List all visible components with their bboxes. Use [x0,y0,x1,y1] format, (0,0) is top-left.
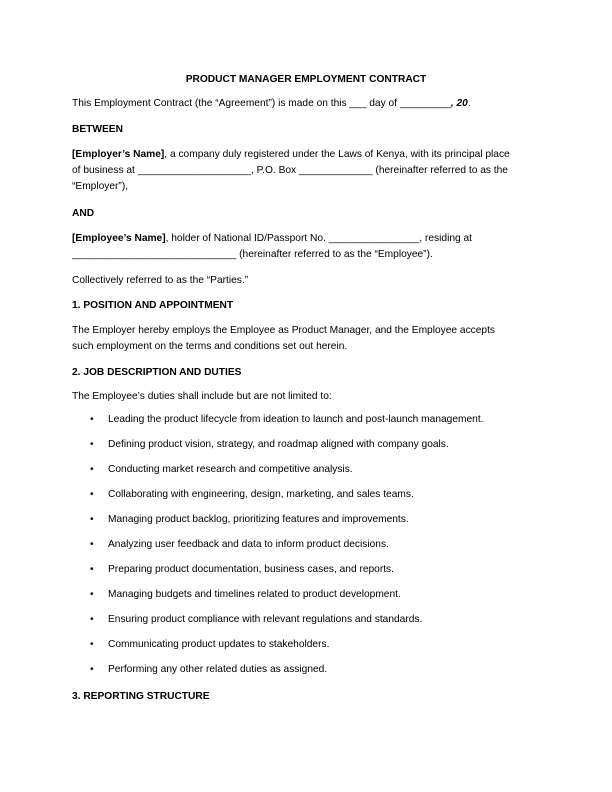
list-item [72,487,542,512]
bullet-icon: • [90,564,94,575]
section-3-heading: 3. REPORTING STRUCTURE [72,691,210,702]
duty-text: Conducting market research and competitive analysis. [108,464,353,475]
employer-line-3: “Employer”), [72,180,129,192]
list-item [72,587,542,612]
employer-line-1-rest: , a company duly registered under the Laws of Kenya, with its principal place [164,149,510,160]
bullet-icon: • [90,539,94,550]
list-item [72,412,542,437]
employer-name: [Employer’s Name] [72,149,165,160]
list-item [72,437,542,462]
section-1-heading: 1. POSITION AND APPOINTMENT [72,300,234,311]
section-2-heading: 2. JOB DESCRIPTION AND DUTIES [72,367,242,378]
bullet-icon: • [90,614,94,625]
list-item [72,537,542,562]
bullet-icon: • [90,589,94,600]
section-1-line-1: The Employer hereby employs the Employee as Product Manager, and the Employee accepts [72,325,496,336]
bullet-icon: • [90,464,94,475]
list-item [72,462,542,487]
list-item [72,612,542,637]
duty-text: Performing any other related duties as assigned. [108,664,328,675]
list-item [72,637,542,662]
duty-text: Managing budgets and timelines related to product development. [108,589,401,600]
bullet-icon: • [90,489,94,500]
between-label: BETWEEN [72,124,123,135]
bullet-icon: • [90,639,94,650]
document-title: PRODUCT MANAGER EMPLOYMENT CONTRACT [185,74,427,85]
duty-text: Defining product vision, strategy, and roadmap aligned with company goals. [108,439,449,450]
duty-text: Managing product backlog, prioritizing features and improvements. [108,514,409,525]
duty-text: Ensuring product compliance with relevant regulations and standards. [108,614,423,625]
list-item [72,662,542,687]
employee-paragraph [72,231,542,263]
duty-text: Communicating product updates to stakeholders. [108,639,330,650]
employee-line-1 [72,231,542,247]
bullet-icon: • [90,664,94,675]
bullet-icon: • [90,414,94,425]
list-item [72,512,542,537]
employee-name: [Employee’s Name] [72,233,166,244]
section-1-paragraph [72,323,542,355]
employee-line-2: _____________________________ (hereinafter referred to as the “Employee”). [72,248,433,260]
section-2-intro: The Employee’s duties shall include but are not limited to: [72,391,332,402]
bullet-icon: • [90,439,94,450]
bullet-icon: • [90,514,94,525]
employer-line-1 [72,147,542,163]
and-label: AND [72,208,95,219]
employee-line-1-rest: , holder of National ID/Passport No. ________________, residing at [165,233,473,244]
intro-end: . [467,98,471,109]
intro-year: , 20 [450,98,468,109]
intro-text: This Employment Contract (the “Agreement”) is made on this ___ day of _________ [72,98,451,109]
section-1-line-2: such employment on the terms and conditions set out herein. [72,340,348,352]
intro-paragraph [72,96,542,112]
duties-list [72,412,542,687]
employer-paragraph [72,147,542,194]
employer-line-2: of business at ____________________, P.O. Box _____________ (hereinafter referred to as the [72,164,508,176]
list-item [72,562,542,587]
duty-text: Collaborating with engineering, design, marketing, and sales teams. [108,489,414,500]
duty-text: Analyzing user feedback and data to inform product decisions. [108,539,389,550]
parties-paragraph: Collectively referred to as the “Parties.” [72,275,249,286]
duty-text: Leading the product lifecycle from ideation to launch and post-launch management. [108,414,484,425]
duty-text: Preparing product documentation, business cases, and reports. [108,564,394,575]
